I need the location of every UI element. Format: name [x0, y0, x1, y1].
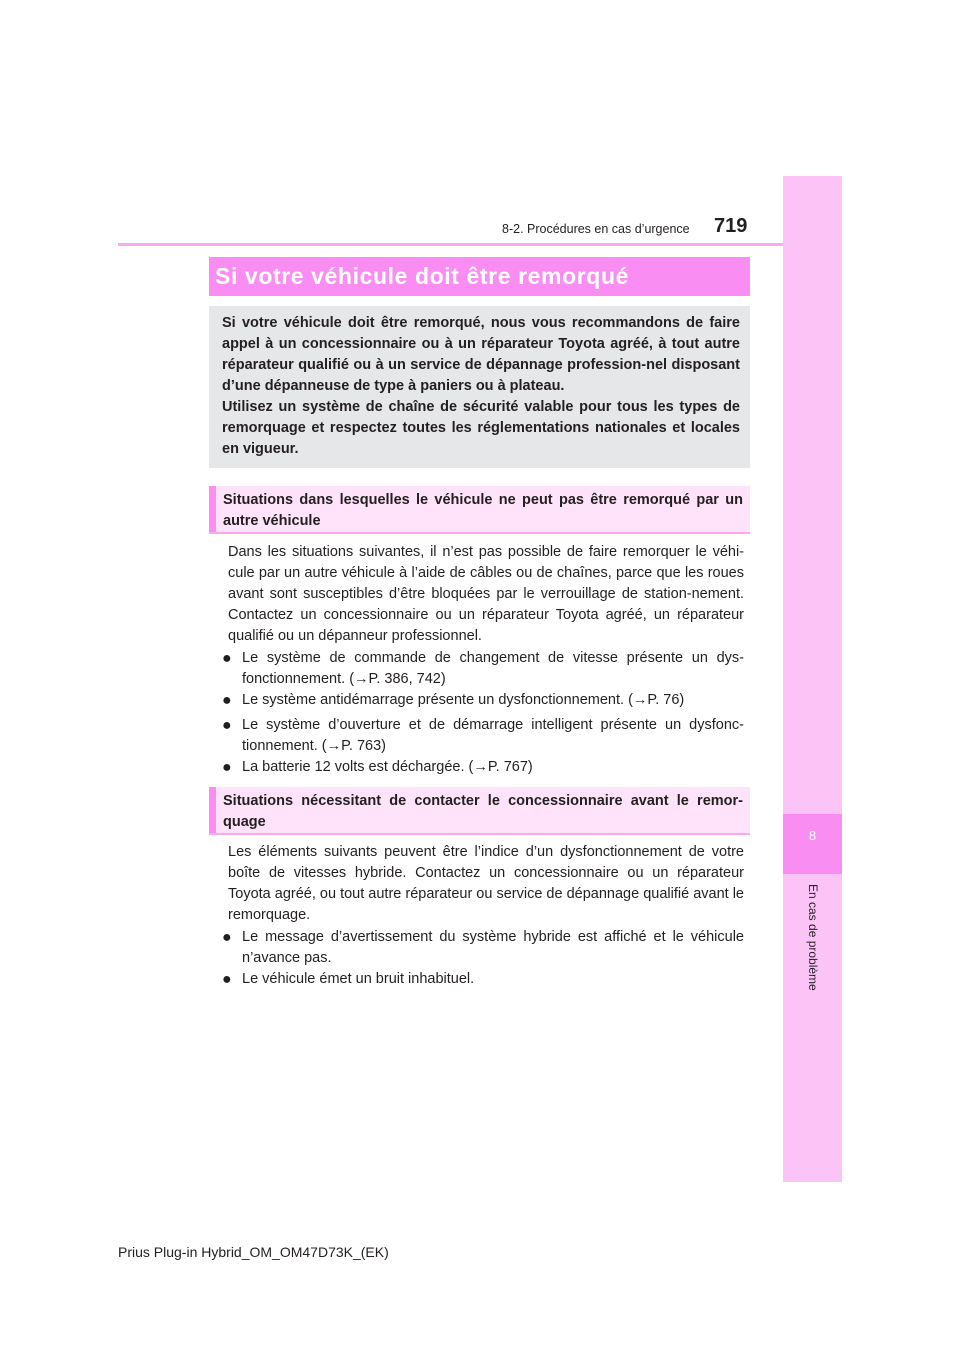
bullet-icon: ● [222, 717, 232, 734]
intro-text [222, 313, 740, 460]
bullet-icon: ● [222, 759, 232, 776]
bullet-text: Le système antidémarrage présente un dysfonctionnement. (→P. 76) [242, 692, 685, 708]
bullet-icon: ● [222, 929, 232, 946]
section-1-bullet-3 [222, 715, 744, 757]
bullet-icon: ● [222, 692, 232, 709]
bullet-text: La batterie 12 volts est déchargée. (→P. 767) [242, 759, 533, 775]
section-1-body: Dans les situations suivantes, il n’est pas possible de faire remorquer le véhi-cule par un autre véhicule à l’aide de câbles ou de chaînes, parce que les roues avant sont susceptibles d’être bloquées par le verrouillage de station-nement. Contactez un concessionnaire ou un réparateur Toyota agréé, un réparateur qualifié ou un dépanneur professionnel. [228, 544, 744, 644]
section-2-heading-accent [209, 787, 216, 833]
bullet-text: Le véhicule émet un bruit inhabituel. [242, 971, 475, 987]
bullet-icon: ● [222, 971, 232, 988]
section-2-heading-box [209, 787, 750, 835]
bullet-icon: ● [222, 650, 232, 667]
intro-paragraph-2: Utilisez un système de chaîne de sécurité valable pour tous les types de remorquage et respectez toutes les réglementations nationales et locales en vigueur. [222, 399, 740, 457]
footer-document-id: Prius Plug-in Hybrid_OM_OM47D73K_(EK) [118, 1244, 389, 1260]
section-1-heading: Situations dans lesquelles le véhicule ne peut pas être remorqué par un autre véhicule [223, 492, 743, 529]
section-1-bullet-2 [222, 690, 744, 711]
section-2-heading: Situations nécessitant de contacter le concessionnaire avant le remor-quage [223, 793, 743, 830]
bullet-text: Le système d’ouverture et de démarrage intelligent présente un dysfonc-tionnement. (→P. 763) [242, 717, 744, 754]
chapter-side-tab [783, 176, 842, 1182]
intro-paragraph-1: Si votre véhicule doit être remorqué, nous vous recommandons de faire appel à un concessionnaire ou à un réparateur Toyota agréé, à tout autre réparateur qualifié ou à un service de dépannage profession-nel disposant d’une dépanneuse de type à paniers ou à plateau. [222, 315, 740, 394]
bullet-text: Le message d’avertissement du système hybride est affiché et le véhicule n’avance pas. [242, 929, 744, 966]
chapter-title: En cas de problème [806, 884, 820, 991]
page-number: 719 [714, 215, 748, 237]
section-1-heading-accent [209, 486, 216, 532]
section-1-bullet-4 [222, 757, 744, 778]
page-title: Si votre véhicule doit être remorqué [215, 263, 629, 289]
header-section-title: 8-2. Procédures en cas d’urgence [502, 222, 690, 236]
section-2-bullet-2 [222, 969, 744, 990]
bullet-text: Le système de commande de changement de vitesse présente un dys-fonctionnement. (→P. 386, 742) [242, 650, 744, 687]
section-2-bullet-1 [222, 927, 744, 969]
header-divider [118, 243, 783, 246]
section-1-bullet-1 [222, 648, 744, 690]
chapter-number-tab [783, 814, 842, 874]
chapter-number: 8 [808, 828, 817, 843]
section-2-body: Les éléments suivants peuvent être l’indice d’un dysfonctionnement de votre boîte de vitesses hybride. Contactez un concessionnaire ou un réparateur Toyota agréé, ou tout autre réparateur ou service de dépannage qualifié avant le remorquage. [228, 844, 744, 923]
section-1-heading-box [209, 486, 750, 534]
